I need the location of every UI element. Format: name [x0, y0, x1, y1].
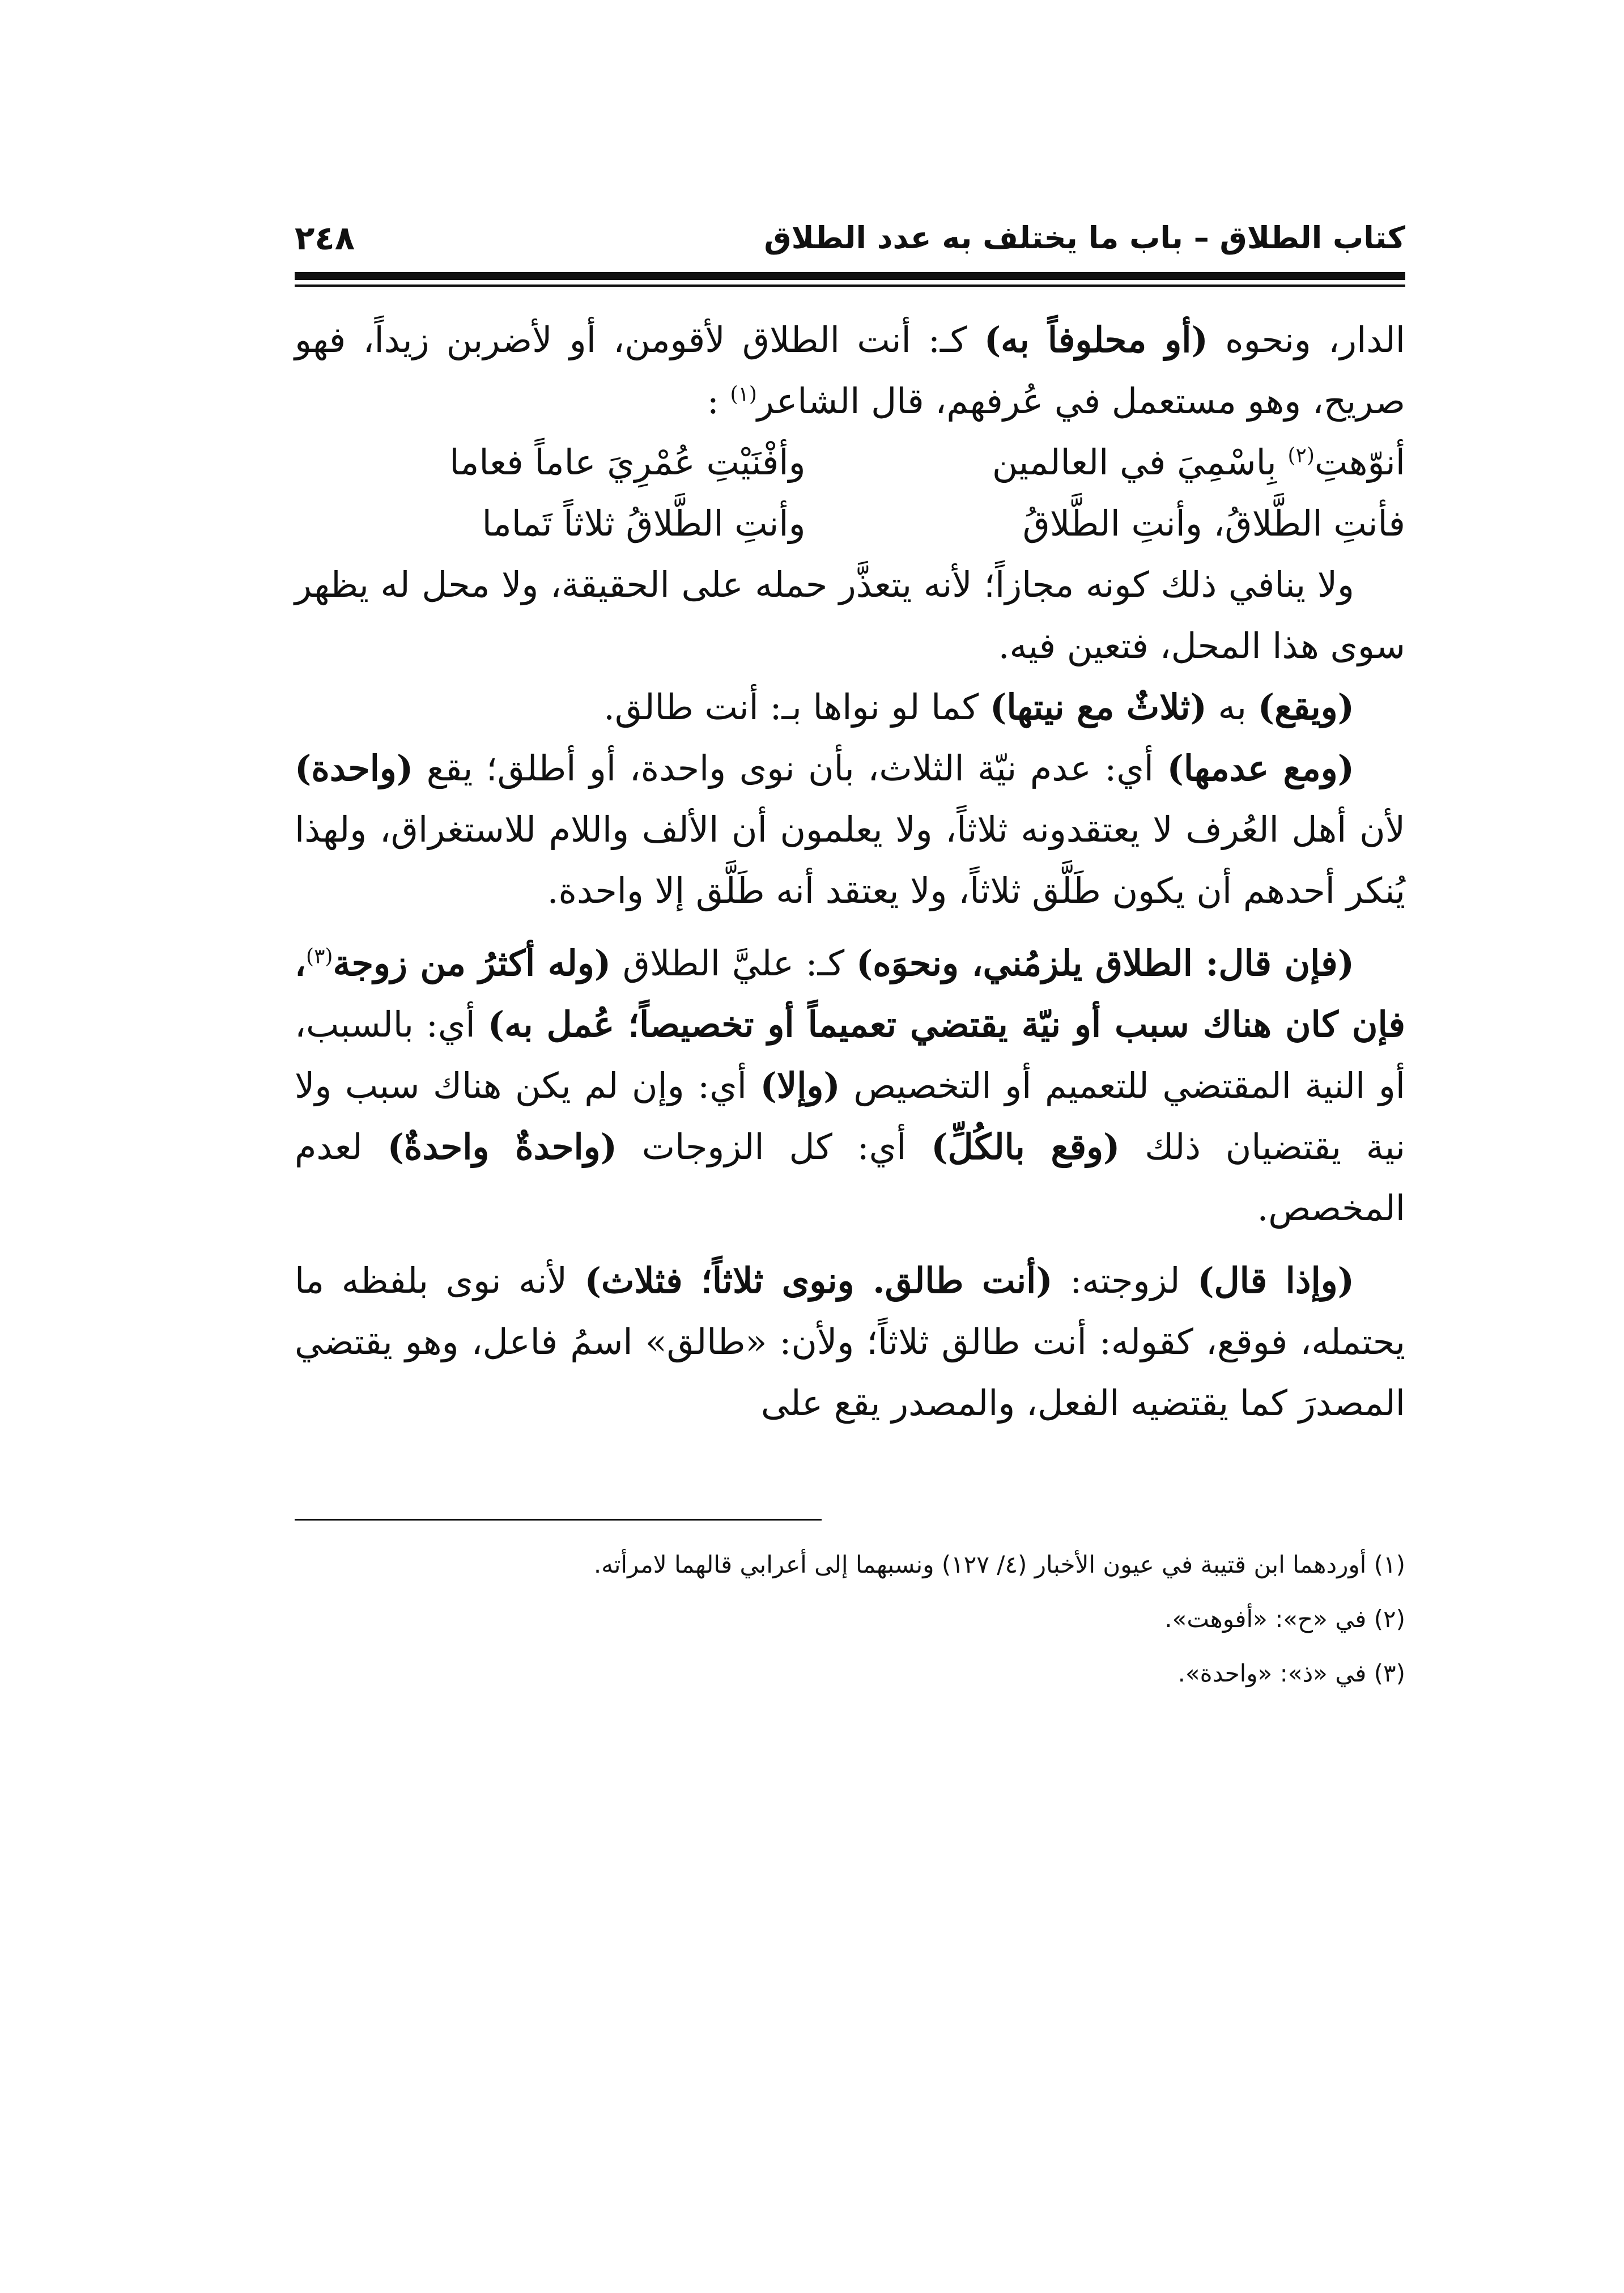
header-rule-thick	[295, 272, 1405, 280]
footnote-ref-1: (١)	[730, 383, 757, 406]
book-page	[295, 215, 1405, 1701]
paragraph-6: (وإذا قال) لزوجته: (أنت طالق. ونوى ثلاثاً؛ فثلاث) لأنه نوى بلفظه ما يحتمله، فوقع، كقوله: أنت طالق ثلاثاً؛ ولأن: «طالق» اسمُ فاعل، وهو يقتضي المصدرَ كما يقتضيه الفعل، والمصدر يقع على	[295, 1260, 1405, 1424]
paragraph-5: (فإن قال: الطلاق يلزمُني، ونحوَه) كـ: عليَّ الطلاق (وله أكثرُ من زوجة$^{(٣)}$، فإن كان هناك سبب أو نيّة يقتضي تعميماً أو تخصيصاً؛ عُمل به) أي: بالسبب، أو النية المقتضي للتعميم أو التخصيص (وإلا) أي: وإن لم يكن هناك سبب ولا نية يقتضيان ذلك (وقع بالكُلِّ) أي: كل الزوجات (واحدةٌ واحدةٌ) لعدم المخصص.	[295, 942, 1406, 1229]
footnote-separator	[295, 1519, 822, 1521]
verse-2-second-hemistich: وأنتِ الطَّلاقُ ثلاثاً تَماما	[482, 503, 806, 544]
verse-line-1	[295, 432, 1405, 493]
page-header	[295, 215, 1405, 266]
footnote-ref-3: (٣)	[306, 945, 333, 969]
footnote-1: (١) أوردهما ابن قتيبة في عيون الأخبار (٤/ ١٢٧) ونسبهما إلى أعرابي قالهما لامرأته.	[593, 1551, 1405, 1578]
paragraph-3: (ويقع) به (ثلاثٌ مع نيتها) كما لو نواها بـ: أنت طالق.	[603, 686, 1354, 728]
page-number: ٢٤٨	[295, 219, 355, 257]
paragraph-1: الدار، ونحوه (أو محلوفاً به) كـ: أنت الطلاق لأقومن، أو لأضربن زيداً، فهو صريح، وهو مستعمل في عُرفهم، قال الشاعر$^{(١)}$ :	[295, 319, 1405, 422]
verse-1-second-hemistich: وأفْنَيْتِ عُمْرِيَ عاماً فعاما	[449, 441, 806, 483]
paragraph-4: (ومع عدمها) أي: عدم نيّة الثلاث، بأن نوى واحدة، أو أطلق؛ يقع (واحدة) لأن أهل العُرف لا يعتقدونه ثلاثاً، ولا يعلمون أن الألف واللام للاستغراق، ولهذا يُنكر أحدهم أن يكون طَلَّق ثلاثاً، ولا يعتقد أنه طَلَّق إلا واحدة.	[295, 748, 1405, 911]
footnote-2: (٢) في «ح»: «أفوهت».	[1164, 1605, 1405, 1633]
footnote-3: (٣) في «ذ»: «واحدة».	[1177, 1659, 1405, 1687]
paragraph-2: ولا ينافي ذلك كونه مجازاً؛ لأنه يتعذَّر حمله على الحقيقة، ولا محل له يظهر سوى هذا المحل، فتعين فيه.	[295, 564, 1405, 666]
main-text	[295, 309, 1405, 1434]
verse-1-first-hemistich: أنوّهتِ$^{(٢)}$ بِاسْمِيَ في العالمين	[992, 441, 1405, 483]
header-rule-thin	[295, 284, 1405, 287]
verse-2-first-hemistich: فأنتِ الطَّلاقُ، وأنتِ الطَّلاقُ	[1022, 503, 1405, 544]
verse-line-2	[295, 493, 1405, 554]
running-title: كتاب الطلاق – باب ما يختلف به عدد الطلاق	[764, 220, 1405, 256]
footnote-ref-2: (٢)	[1287, 444, 1315, 468]
footnotes	[295, 1538, 1405, 1701]
